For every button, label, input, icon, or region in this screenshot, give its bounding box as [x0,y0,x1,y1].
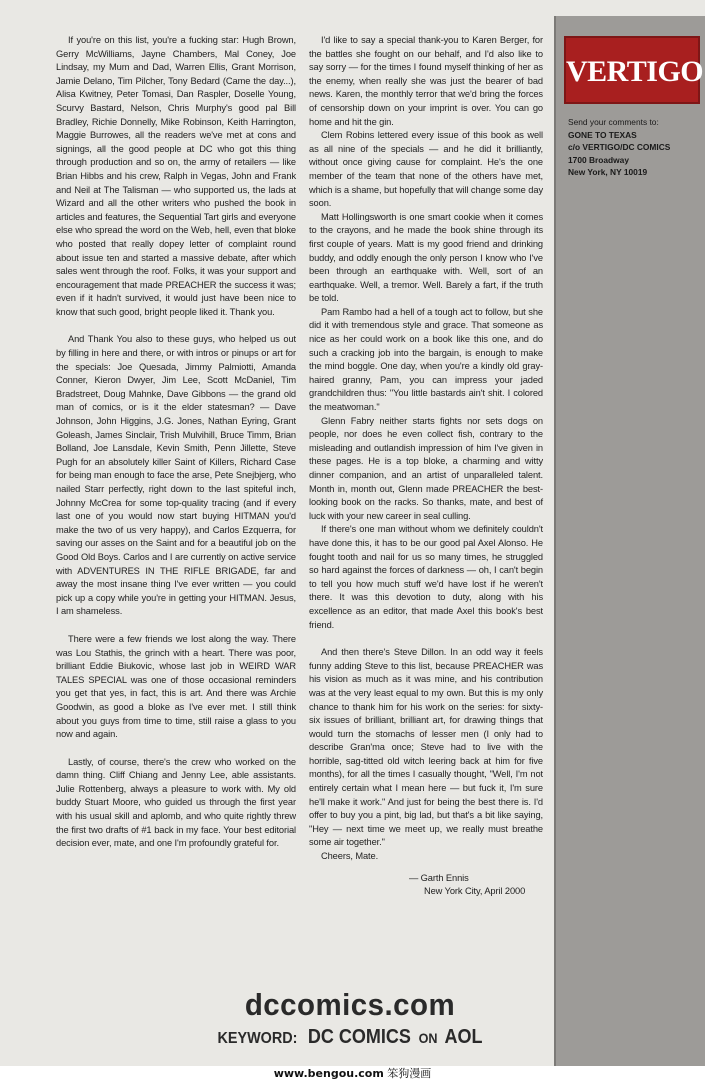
place-date: New York City, April 2000 [424,886,526,897]
paragraph-crew: Lastly, of course, there's the crew who worked on the damn thing. Cliff Chiang and Jenny Lee, able assistants. Julie Rottenberg, always a pleasure to work with. My old buddy Stuart Moore, who guided us through the first year with his usual skill and aplomb, and who quite rightly threw the first two drafts of #1 back in my face. Your best editorial decision ever, mate, and one I'm profoundly grateful for. [56,756,296,849]
middle-column [309,34,543,899]
address-line: GONE TO TEXAS [568,129,637,140]
keyword-on: ON [418,1030,438,1046]
paragraph-lost-friends: There were a few friends we lost along the way. There was Lou Stathis, the grinch with a heart. There was poor, brilliant Eddie Biukovic, whose last job in WEIRD WAR TALES SPECIAL was one of those occasional reminders you get that yes, in fact, this is art. And there was Archie Goodwin, as good a bloke as I've ever met. I still think about you guys from time to time, still raise a glass to you now and again. [56,633,296,740]
paragraph-axel-alonso: If there's one man without whom we definitely couldn't have done this, it has to be our good pal Axel Alonso. He fought tooth and nail for us so many times, he struggled so hard against the forces of darkness — oh, I can't begin to tell you how much stuff we'd have lost if he weren't there. It was this devotion to duty, along with his excellence as an editor, that made Axel this book's best friend. [309,524,543,630]
signature: — Garth Ennis [409,872,469,883]
paragraph-pam-rambo: Pam Rambo had a hell of a tough act to follow, but she did it with tremendous style and grace. That someone as nice as her could work on a book like this one, and do such a cracking job into the bargain, is enough to make the mind boggle. One day, when you're a kindly old gray-haired granny, Pam, you can impress your jaded grandchildren thus: "You little bastards ain't shit. I colored the meatwoman." [309,306,543,413]
footer [170,986,530,1050]
watermark-bar [0,1066,705,1082]
vertigo-logo: VERTIGO [564,36,700,104]
signoff [309,872,543,899]
address-line: c/o VERTIGO/DC COMICS [568,142,671,153]
watermark-url: www.bengou.com [273,1067,384,1080]
watermark-name: 笨狗漫画 [387,1067,432,1080]
paragraph-steve-dillon: And then there's Steve Dillon. In an odd way it feels funny adding Steve to this list, because PREACHER was his vision as much as it was mine, and his contribution was at the very least equal to my own. But this is my only chance to thank him for his work on the series: for sixty-six issues of brilliant, brilliant art, for drawing things that would turn the stomachs of lesser men (I only had to describe Gran'ma once; Steve had to live with the horrible, sag-titted old witch leering back at him for five months), for all the times I casually thought, "Well, I'm not entirely certain what I mean here — but fuck it, I'm sure he'll make it work." And just for being the best there is. I'd offer to buy you a pint, big lad, but that's a bit like saying, "Hey — next time we meet up, we really must breathe some air together." [309,647,543,848]
left-column [56,34,296,851]
paragraph-matt-hollingsworth: Matt Hollingsworth is one smart cookie when it comes to the crayons, and he made the book shine through its first couple of years. Matt is my good friend and drinking buddy, and oddly enough the only person I know who I've been through an earthquake with. Well, sort of an earthquake. Well, a tremor. Well. Barely a fart, if the truth be told. [309,211,543,304]
paragraph-karen-berger: I'd like to say a special thank-you to Karen Berger, for the battles she fought on our behalf, and I'd also like to say sorry — for the times I found myself thinking of her as the enemy, when really she was just the bearer of bad news. Karen, the monthly terror that we'd bring the forces of censorship down on your imprint is over. You can go home and hit the gin. [309,35,543,127]
aol-keyword [188,1026,512,1050]
keyword-label: KEYWORD: [217,1030,298,1047]
paragraph-cheers: Cheers, Mate. [321,851,379,862]
paragraph-clem-robins: Clem Robins lettered every issue of this book as well as all nine of the specials — and he did it brilliantly, without once giving cause for complaint. He's the one member of the team that none of the others have met, which is a shame, but hopefully that will change some day soon. [309,130,543,209]
send-comments-label: Send your comments to: [568,117,659,127]
paragraph-glenn-fabry: Glenn Fabry neither starts fights nor sets dogs on people, nor does he even collect fish, contrary to the misleading and outlandish impression of him I've given in these pages. He is a top bloke, a charming and witty dinner companion, and an artist of unparalleled talent. Month in, month out, Glenn made PREACHER the best-looking book on the racks. So thanks, mate, and best of luck with your new career in seal culling. [309,415,543,521]
website-url: dccomics.com [244,987,456,1022]
address-line: New York, NY 10019 [568,167,648,178]
address-line: 1700 Broadway [568,154,629,165]
keyword-dc-comics: DC COMICS [307,1026,411,1048]
keyword-aol: AOL [444,1026,483,1048]
paragraph-guest-artists: And Thank You also to these guys, who helped us out by filling in here and there, or with intros or pinups or art for the specials: Joe Quesada, Jimmy Palmiotti, Amanda Conner, Kieron Dwyer, Jim Lee, Scott McDaniel, Tim Bradstreet, Doug Mahnke, Dave Gibbons — the grand old man of comics, or is it the elder statesman? — Dave Johnson, John Higgins, J.G. Jones, Nathan Eyring, Grant Goleash, James Sinclair, Trish Mulvihill, Bruce Timm, Brian Bolland, Joe Lansdale, Kevin Smith, Penn Jillette, Steve Pugh for an absolutely killer Saint of Killers, Richard Case for being man enough to face the arse, Pete Snejbjerg, who nailed Starr perfectly, right down to the last spiteful inch, Johnny McCrea for some top-quality tracing (and if every last one of you would now start buying HITMAN you'd make the two of us very happy), and Carlos Ezquerra, for saving our asses on the Saint and for a beautiful job on the Good Old Boys. Carlos and I are currently on active service with ADVENTURES IN THE RIFLE BRIGADE, far and away the most insane thing I've ever written — you could pick up a copy while you're in getting your HITMAN. Jesus, I am shameless. [56,334,296,617]
sidebar [554,16,705,1066]
paragraph-thanks-list: If you're on this list, you're a fucking star: Hugh Brown, Gerry McWilliams, Jayne Chambers, Mal Coney, Joe Lindsay, my Mum and Dad, Warren Ellis, Grant Morrison, Jamie Delano, Tim Pilcher, Tony Bedard (Came the day...), Alisa Kwitney, Peter Tomasi, Dan Raspler, Doselle Young, Scurvy Bastard, Nelson, Chris Murphy's good pal Bill Bradley, Richie Donnelly, Mike Robinson, Keith Harrington, Maggie Burrowes, all the readers we've met at cons and signings, all the good people at DC who got this thing through production and so on, the army of retailers — like Brian Hibbs and his crew, Ralph in Vegas, John and Frank and Neil at The Talisman — who supported us, the lads at Wizard and all the other writers who pushed the book in articles and features, the Sequential Tart girls and everyone else who spread the word on the Web, hell, even that bloke who posted that really dopey letter of complaint round about issue ten and started a massive debate, after which sales went through the roof. Folks, it was your support and encouragement that made PREACHER the success it was; even if it hadn't survived, it would just have been nice to know that such good, bright people liked it. Thank you. [56,35,296,317]
mailing-address [568,116,704,179]
